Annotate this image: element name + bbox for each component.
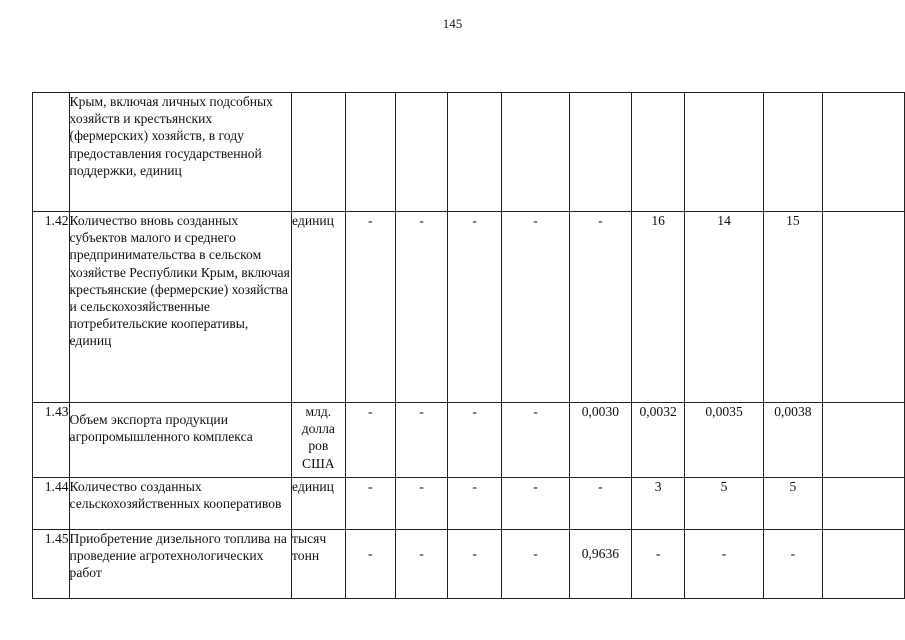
value-cell: - (345, 403, 395, 478)
value-cell: 5 (685, 478, 763, 530)
value-cell: - (448, 212, 502, 403)
table-row (33, 212, 905, 403)
value-cell: - (569, 478, 631, 530)
indicator-name: Количество вновь созданных субъектов малого и среднего предпринимательства в сельском хозяйстве Республики Крым, включая крестьянские (фермерские) хозяйства и сельскохозяйственные потребительские кооперативы, единиц (69, 212, 292, 403)
value-cell: - (345, 478, 395, 530)
indicator-name: Количество созданных сельскохозяйственных кооперативов (69, 478, 292, 530)
table-row (33, 93, 905, 212)
value-cell: - (395, 478, 447, 530)
value-cell (822, 93, 904, 212)
value-cell: 5 (763, 478, 822, 530)
value-cell: 0,0030 (569, 403, 631, 478)
value-cell: 0,0032 (631, 403, 684, 478)
unit-cell (292, 530, 346, 599)
value-cell: - (395, 530, 447, 599)
value-cell (569, 93, 631, 212)
value-cell: 14 (685, 212, 763, 403)
value-cell (822, 403, 904, 478)
value-cell: 16 (631, 212, 684, 403)
value-cell (631, 93, 684, 212)
value-cell: - (448, 530, 502, 599)
table-row (33, 530, 905, 599)
value-cell: 0,0038 (763, 403, 822, 478)
value-cell: - (502, 530, 570, 599)
value-cell (395, 93, 447, 212)
value-cell: 0,9636 (569, 530, 631, 599)
value-cell: 0,0035 (685, 403, 763, 478)
value-cell (685, 93, 763, 212)
value-cell: - (763, 530, 822, 599)
value-cell: - (685, 530, 763, 599)
value-cell (822, 478, 904, 530)
indicator-name: Приобретение дизельного топлива на проведение агротехнологических работ (69, 530, 292, 599)
row-number: 1.42 (33, 212, 70, 403)
value-cell: - (502, 403, 570, 478)
unit-cell: единиц (292, 478, 346, 530)
value-cell: - (631, 530, 684, 599)
value-cell: - (345, 530, 395, 599)
indicator-name: Крым, включая личных подсобных хозяйств и крестьянских (фермерских) хозяйств, в году предоставления государственной поддержки, единиц (69, 93, 292, 212)
page-number: 145 (442, 16, 463, 31)
value-cell: - (502, 478, 570, 530)
row-number: 1.45 (33, 530, 70, 599)
value-cell (822, 530, 904, 599)
value-cell: - (448, 403, 502, 478)
unit-cell: единиц (292, 212, 346, 403)
indicator-name: Объем экспорта продукции агропромышленного комплекса (69, 403, 292, 478)
value-cell (345, 93, 395, 212)
unit-cell: млд. долла ров США (292, 403, 346, 478)
value-cell: - (395, 212, 447, 403)
value-cell: - (345, 212, 395, 403)
value-cell (448, 93, 502, 212)
indicators-table (32, 92, 905, 599)
value-cell: - (395, 403, 447, 478)
row-number: 1.44 (33, 478, 70, 530)
value-cell: - (569, 212, 631, 403)
value-cell (502, 93, 570, 212)
table-row (33, 478, 905, 530)
unit-cell (292, 93, 346, 212)
row-number (33, 93, 70, 212)
value-cell: - (448, 478, 502, 530)
value-cell: - (502, 212, 570, 403)
value-cell (763, 93, 822, 212)
value-cell: 3 (631, 478, 684, 530)
row-number: 1.43 (33, 403, 70, 478)
table-row (33, 403, 905, 478)
value-cell (822, 212, 904, 403)
value-cell: 15 (763, 212, 822, 403)
unit-text: тысяч тонн (292, 531, 327, 564)
